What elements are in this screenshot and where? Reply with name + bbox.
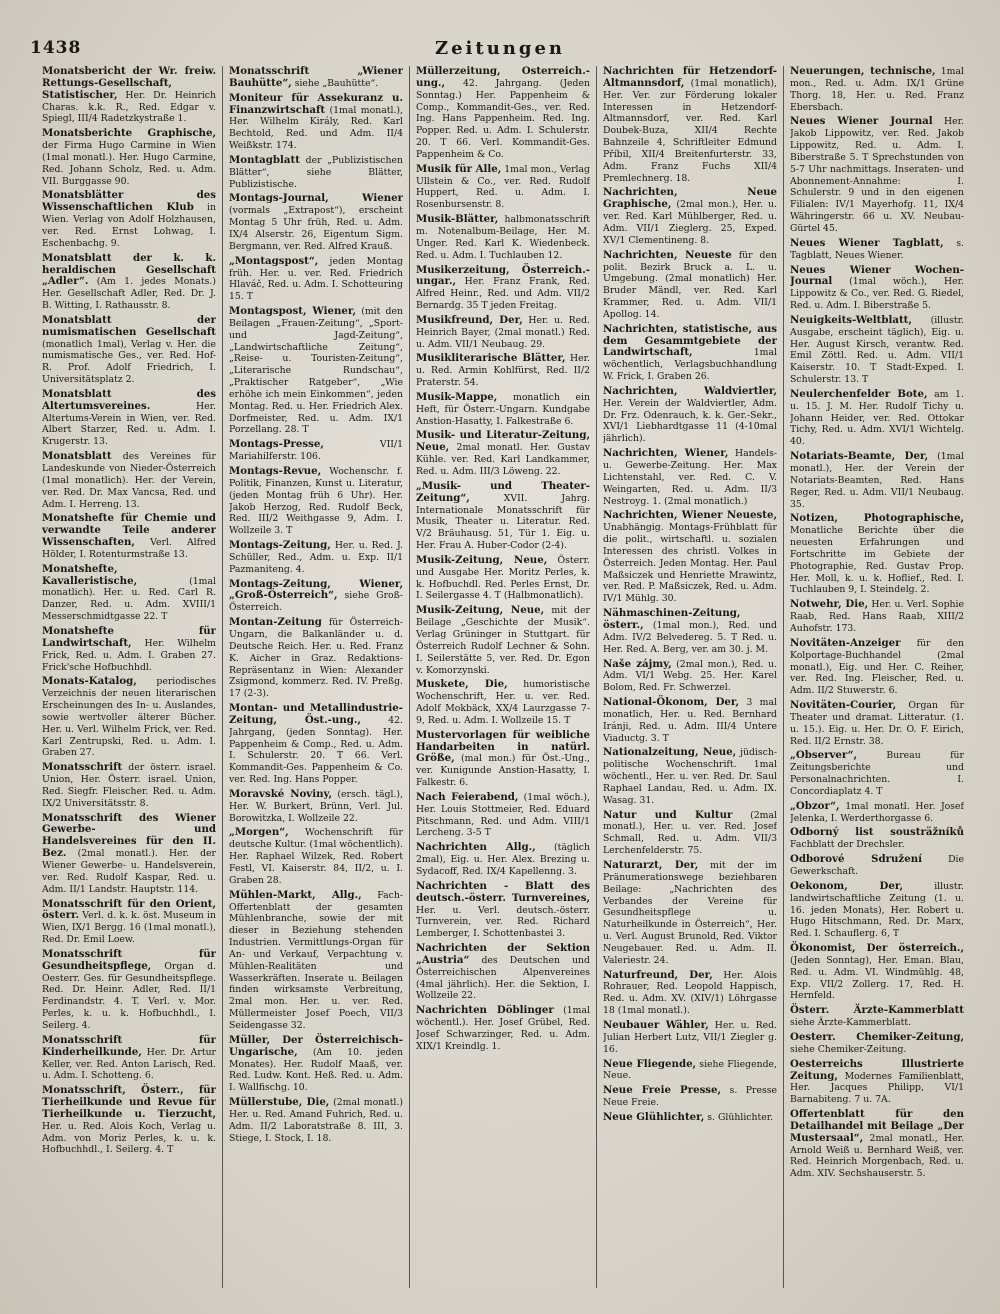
directory-entry (790, 599, 964, 635)
directory-entry (790, 1032, 964, 1056)
column-divider (596, 66, 597, 1288)
entry-title: Naturfreund, Der, (603, 968, 713, 981)
entry-title: Neubauer Wähler, (603, 1018, 709, 1031)
entry-body: (2mal monatl.), Her. u. ver. Red. Josef Schmall, Red. u. Adm. VII/3 Lerchenfelderstr. 75. (603, 809, 777, 857)
entry-title: Neulerchenfelder Bote, (790, 387, 928, 400)
directory-entry (229, 466, 403, 537)
entry-body: (2mal monatl.). Her. der Wiener Gewerbe- u. Handelsverein, ver. Red. Rudolf Kaspar, Red. u. Adm. II/1 Landstr. Hauptstr. 114. (42, 848, 216, 895)
entry-body: Her. Alois Rohrauer, Red. Leopold Happisch, Red. u. Adm. XV. (XIV/1) Löhrgasse 18 (1mal monatl.). (603, 969, 777, 1017)
entry-body: 2mal monatl., Her. Arnold Weiß u. Bernhard Weiß, ver. Red. Heinrich Morgenbach, Red. u. Adm. XIV. Sechshauserstr. 5. (790, 1132, 964, 1180)
entry-title: Oekonom, Der, (790, 879, 904, 892)
entry-body: Unabhängig. Montags-Frühblatt für die polit., wirtschaftl. u. sozialen Interessen des christl. Volkes in Österreich. Jeden Montag. Her. Paul Maßsiczek und Henriette Mrawintz, ver. Red. P. Maßsiczek, Red. u. Adm. IV/1 Mühlg. 30. (603, 522, 777, 605)
entry-body: siehe Fliegende, Neue. (603, 1058, 777, 1082)
directory-entry (603, 860, 777, 967)
entry-title: Österr. Ärzte-Kammerblatt (790, 1004, 964, 1017)
directory-entry (229, 617, 403, 700)
entry-title: National-Ökonom, Der, (603, 696, 740, 709)
entry-body: Organ d. Oesterr. Ges. für Gesundheitspflege. Red. Dr. Heinr. Adler, Red. II/1 Ferdinandstr. 4. T. Verl. v. Mor. Perles, k. u. k. Hofbuchhdl., I. Seilerg. 4. (42, 960, 216, 1031)
entry-title: Nachrichten Allg., (416, 841, 536, 854)
column-divider (409, 66, 410, 1288)
entry-body: Verl. d. k. k. öst. Museum in Wien, IX/1 Bergg. 16 (1mal monatl.), Red. Dr. Emil Loew. (42, 910, 216, 946)
entry-body: (ersch. tägl.), Her. W. Burkert, Brünn, Verl. Jul. Borowitzka, I. Wollzeile 22. (229, 788, 403, 824)
entry-title: Muskete, Die, (416, 678, 508, 691)
directory-entry (603, 747, 777, 806)
directory-entry (42, 451, 216, 510)
directory-entry (416, 353, 590, 389)
text-columns (42, 66, 964, 1288)
entry-title: Natur und Kultur (603, 808, 733, 821)
directory-entry (603, 510, 777, 605)
entry-body: (vormals „Extrapost“), erscheint Montag 5 Uhr früh, Red. u. Adm. IX/4 Alserstr. 26, Eigentum Sigm. Bergmann, ver. Red. Alfred Krauß. (229, 205, 403, 252)
entry-title: Montags-Presse, (229, 438, 324, 451)
entry-body: 3 mal monatlich, Her. u. Red. Bernhard Iránji, Red. u. Adm. III/4 Untere Viaductg. 3. T (603, 697, 777, 744)
entry-title: Monatshefte für Chemie und verwandte Teile anderer Wissenschaften, (42, 512, 216, 549)
entry-body: (1mal mon.), Red. und Adm. IV/2 Belvedereg. 5. T Red. u. Her. Red. A. Berg, ver. am 30. j. M. (603, 619, 777, 655)
directory-entry (790, 315, 964, 386)
entry-body: der österr. israel. Union, Her. Österr. israel. Union, Red. Siegfr. Fleischer. Red. u. Adm. IX/2 Universitätsstr. 8. (42, 762, 216, 809)
entry-body: (mit den Beilagen „Frauen-Zeitung“, „Sport- und Jagd-Zeitung“, „Landwirtschaftliche Zeitung“, „Reise- u. Touristen-Zeitung“, „Literarische Rundschau“, „Praktischer Ratgeber“, „Wie erhöhe ich mein Einkommen“, jeden Montag. Red. u. Her. Friedrich Alex. Dorfmeister, Red. u. Adm. IX/1 Porzellang. 28. T (229, 306, 403, 436)
directory-entry (416, 66, 590, 161)
directory-entry (603, 970, 777, 1017)
directory-entry (790, 827, 964, 851)
directory-entry (416, 214, 590, 261)
entry-body: Monatliche Berichte über die neuesten Erfahrungen und Fortschritte im Gebiete der Photographie, Red. Gustav Prop. Her. Moll, k. u. k. Hoflief., Red. I. Tuchlauben 9, I. Steindelg. 2. (790, 525, 964, 596)
entry-body: Handels- u. Gewerbe-Zeitung. Her. Max Lichtenstahl, ver. Red. C. V. Weingarten, Red. u. Adm. II/3 Nestroyg. 1. (2mal monatlich.) (603, 448, 777, 507)
directory-entry (603, 608, 777, 655)
entry-title: Musik-Zeitung, Neue, (416, 604, 545, 617)
directory-entry (229, 579, 403, 615)
directory-entry (416, 730, 590, 789)
directory-entry (790, 1059, 964, 1106)
directory-entry (790, 943, 964, 1002)
directory-entry (416, 605, 590, 676)
entry-title: Notizen, Photographische, (790, 512, 964, 525)
entry-title: Nachrichten, Neue Graphische, (603, 186, 777, 211)
directory-entry (416, 265, 590, 312)
entry-body: des Deutschen und Österreichischen Alpenvereines (4mal jährlich). Her. die Sektion, I. Wollzeile 22. (416, 954, 590, 1002)
directory-entry (790, 1005, 964, 1029)
entry-title: Ökonomist, Der österreich., (790, 942, 964, 955)
entry-body: (1mal wöch.), Her. Louis Stottmeier, Red. Eduard Pitschmann, Red. und Adm. VIII/1 Lercheng. 3-5 T (416, 791, 590, 839)
directory-entry (42, 253, 216, 312)
directory-entry (416, 164, 590, 211)
entry-body: Verl. Alfred Hölder, I. Rotenturmstraße 13. (42, 537, 216, 560)
entry-title: Monatsschrift für Gesundheitspflege, (42, 947, 216, 972)
entry-body: Bureau für Zeitungsberichte und Personalnachrichten. I. Concordiaplatz 4. T (790, 750, 964, 797)
entry-body: Fachblatt der Drechsler. (790, 839, 905, 851)
directory-entry (790, 513, 964, 596)
entry-body: (1mal monatl.), Her. der Verein der Notariats-Beamten, Red. Hans Reger, Red. u. Adm. VII/1 Neubaug. 35. (790, 451, 964, 510)
entry-body: humoristische Wochenschrift, Her. u. ver. Red. Adolf Mokbäck, XX/4 Laurzgasse 7-9, Red. u. Adm. I. Wollzeile 15. T (416, 679, 590, 726)
directory-entry (229, 439, 403, 463)
entry-title: Montagblatt (229, 153, 300, 166)
entry-body: Her. u. Verl. deutsch.-österr. Turnverein, ver. Red. Richard Lemberger, I. Schottenbastei 3. (416, 904, 590, 940)
entry-body: siehe Chemiker-Zeitung. (790, 1043, 907, 1055)
directory-entry (42, 626, 216, 673)
entry-title: Offertenblatt für den Detailhandel mit Beilage „Der Mustersaal“, (790, 1108, 964, 1144)
entry-title: Monatsblatt der k. k. heraldischen Gesellschaft „Adler“. (42, 251, 216, 288)
directory-entry (229, 890, 403, 1032)
directory-entry (229, 155, 403, 191)
directory-entry (603, 1059, 777, 1083)
entry-body: der „Publizistischen Blätter“, siehe Blätter, Publizistische. (229, 154, 403, 190)
directory-entry (790, 389, 964, 448)
entry-body: 42. Jahrgang. (Jeden Sonntag.) Her. Pappenheim & Comp., Kommandit-Ges., ver. Red. Ing. Hans Pappenheim. Red. Ing. Popper. Red. u. Adm. I. Schulerstr. 20. T 66. Verl. Kommandit-Ges. Pappenheim & Co. (416, 77, 590, 160)
entry-title: Nachrichten Döblinger (416, 1004, 554, 1017)
directory-entry (603, 697, 777, 744)
entry-title: Müllerzeitung, Österreich.-ung., (416, 66, 590, 89)
directory-entry (603, 1085, 777, 1109)
entry-title: Oesterr. Chemiker-Zeitung, (790, 1030, 964, 1043)
entry-body: siehe „Bauhütte“. (291, 77, 379, 89)
entry-title: Musikerzeitung, Österreich.-ungar., (416, 263, 590, 288)
directory-entry (416, 679, 590, 726)
entry-title: Neuigkeits-Weltblatt, (790, 313, 912, 326)
entry-title: Müllerstube, Die, (229, 1096, 330, 1109)
entry-title: Neue Fliegende, (603, 1057, 697, 1070)
entry-body: (monatlich 1mal), Verlag v. Her. die numismatische Ges., ver. Red. Hof-R. Prof. Adolf Friedrich, I. Universitätsplatz 2. (42, 338, 216, 386)
entry-title: Nachrichten, Waldviertler, (603, 384, 777, 397)
entry-body: s. Presse Neue Freie. (603, 1085, 777, 1109)
directory-entry (790, 238, 964, 262)
entry-title: Müller, Der Österreichisch-Ungarische, (229, 1033, 403, 1058)
directory-entry (603, 250, 777, 321)
entry-body: für den Kolportage-Buchhandel (2mal monatl.), Eig. und Her. C. Reiher, ver. Red. Ing. Fleischer, Red. u. Adm. II/2 Stuwerstr. 6. (790, 637, 964, 697)
entry-body: Wochenschrift für deutsche Kultur. (1mal wöchentlich). Her. Raphael Wilzek, Red. Robert Festl, VI. Kaiserstr. 84, II/2, u. I. Graben 28. (229, 827, 403, 886)
directory-entry (229, 306, 403, 436)
directory-entry (416, 792, 590, 839)
directory-entry (790, 1109, 964, 1180)
entry-title: Montags-Revue, (229, 465, 322, 477)
directory-entry (42, 949, 216, 1032)
entry-body: halbmonatsschrift m. Notenalbum-Beilage, Her. M. Unger. Red. Karl K. Wiedenbeck. Red. u. Adm. I. Tuchlauben 12. (416, 214, 590, 261)
entry-body: Her. u. Red. J. Schüller, Red., Adm. u. Exp. II/1 Pazmaniteng. 4. (229, 540, 403, 575)
directory-entry (603, 810, 777, 857)
directory-entry (416, 392, 590, 428)
directory-entry (229, 703, 403, 786)
entry-title: Neue Glühlichter, (603, 1110, 705, 1123)
entry-title: Monatsberichte Graphische, (42, 127, 216, 140)
entry-body: (Am 10. jeden Monates). Her. Rudolf Maaß, ver. Red. Ludw. Kont. Heß. Red. u. Adm. I. Wallfischg. 10. (229, 1046, 403, 1094)
column-4 (603, 66, 777, 1288)
entry-body: Her. u. Red. Julian Herbert Lutz, VII/1 Ziegler g. 16. (603, 1019, 777, 1055)
directory-entry (42, 1085, 216, 1156)
directory-entry (603, 66, 777, 184)
directory-entry (42, 762, 216, 809)
directory-entry (229, 66, 403, 90)
entry-body: siehe Groß-Österreich. (229, 590, 403, 614)
entry-body: periodisches Verzeichnis der neuen literarischen Erscheinungen des In- u. Auslandes, sowie wertvoller älterer Bücher. Her. u. Verl. Wilhelm Frick, ver. Red. Karl Zentrupski, Red. u. Adm. I. Graben 27. (42, 676, 216, 759)
entry-title: Montan- und Metallindustrie-Zeitung, Öst.-ung., (229, 702, 403, 726)
entry-title: „Musik- und Theater-Zeitung“, (416, 479, 590, 504)
entry-body: (mal mon.) für Öst.-Ung., ver. Kunigunde Anstion-Hasatty, I. Falkestr. 6. (416, 753, 590, 789)
entry-body: s. Tagblatt, Neues Wiener. (790, 237, 964, 261)
entry-body: Fach-Offertenblatt der gesamten Mühlenbranche, sowie der mit dieser in Beziehung stehenden Industrien. Vermittlungs-Organ für An- und Verkauf, Verpachtung v. Mühlen-Realitäten und Wasserkräften. Inserate u. Beilagen finden wirksamste Verbreitung, 2mal mon. Her. u. ver. Red. Müllermeister Josef Poech, VII/3 Seidengasse 32. (229, 889, 403, 1031)
entry-body: s. Glühlichter. (704, 1111, 774, 1123)
column-1 (42, 66, 216, 1288)
entry-title: Musikliterarische Blätter, (416, 352, 566, 365)
entry-title: Monatsblatt (42, 450, 112, 463)
directory-entry (603, 448, 777, 507)
entry-body: der Firma Hugo Carmine in Wien (1mal monatl.). Her. Hugo Carmine, Red. Johann Scholz, Red. u. Adm. VII. Burggasse 90. (42, 140, 216, 187)
entry-title: „Obzor“, (790, 799, 840, 812)
entry-title: Notwehr, Die, (790, 598, 869, 611)
entry-title: Monatshefte, Kavalleristische, (42, 562, 138, 587)
entry-title: Odborný list sousträžníků (790, 826, 964, 839)
entry-body: (Am 1. jedes Monats.) Her. Gesellschaft Adler, Red. Dr. J. B. Witting, I. Rathausstr. 8. (42, 276, 216, 312)
entry-title: Naturarzt, Der, (603, 859, 699, 871)
entry-body: VII/1 Mariahilferstr. 106. (229, 439, 403, 463)
directory-entry (42, 513, 216, 560)
directory-entry (603, 386, 777, 445)
directory-entry (790, 801, 964, 825)
entry-title: Nachrichten, Neueste (603, 248, 732, 261)
entry-body: (2mal mon.), Red. u. Adm. VI/1 Webg. 25. Her. Karel Bolom, Red. Fr. Schwerzel. (603, 658, 777, 694)
entry-title: Musik-Zeitung, Neue, (416, 553, 548, 566)
directory-entry (42, 899, 216, 946)
entry-title: Monatsbericht der Wr. freiw. Rettungs-Gesellschaft, Statistischer, (42, 66, 216, 101)
directory-entry (790, 854, 964, 878)
entry-body: Her. u. Red. Alois Koch, Verlag u. Adm. von Moriz Perles, k. u. k. Hofbuchhdl., I. Seilerg. 4. T (42, 1120, 216, 1156)
entry-title: Monatsschrift, Österr., für Tierheilkunde und Revue für Tierheilkunde u. Tierzucht, (42, 1084, 216, 1120)
entry-title: Notariats-Beamte, Der, (790, 450, 929, 463)
entry-title: Moravské Noviny, (229, 787, 332, 800)
directory-entry (416, 481, 590, 552)
column-divider (222, 66, 223, 1288)
column-2 (229, 66, 403, 1288)
entry-body: des Vereines für Landeskunde von Nieder-Österreich (1mal monatlich). Her. der Verein, ver. Red. Dr. Max Vancsa, Red. und Adm. I. Herreng. 13. (42, 451, 216, 510)
entry-body: Her. u. Red. Armin Kohlfürst, Red. II/2 Praterstr. 54. (416, 353, 590, 389)
directory-entry (229, 540, 403, 576)
directory-entry (416, 943, 590, 1002)
entry-title: Musik- und Literatur-Zeitung, Neue, (416, 429, 590, 454)
entry-body: Her. Dr. Artur Keller, ver. Red. Anton Larisch, Red. u. Adm. I. Schotteng. 6. (42, 1046, 216, 1082)
directory-entry (790, 66, 964, 113)
entry-title: Monatsblatt der numismatischen Gesellschaft (42, 313, 216, 338)
directory-entry (790, 451, 964, 510)
entry-body: Her. Wilhelm Frick, Red. u. Adm. I. Graben 27. Frick'sche Hofbuchhdl. (42, 637, 216, 673)
entry-title: Monatsblätter des Wissenschaftlichen Klub (42, 189, 216, 214)
directory-entry (229, 1097, 403, 1144)
entry-title: Monatsschrift des Wiener Gewerbe- und Handelsvereines für den II. Bez. (42, 811, 216, 860)
page-number: 1438 (30, 38, 82, 58)
entry-title: Monatshefte für Landwirtschaft, (42, 624, 216, 649)
entry-body: Österr. und Ausgabe Her. Moritz Perles, k. k. Hofbuchdl. Red. Perles Ernst, Dr. I. Seilergasse 4. T (Halbmonatlich). (416, 554, 590, 602)
entry-title: Odborové Sdružení (790, 853, 922, 866)
entry-body: Her. u. Verl. Sophie Raab, Red. Hans Raab, XIII/2 Auhofstr. 173. (790, 599, 964, 634)
entry-title: „Montagspost“, (229, 254, 319, 267)
entry-body: 2mal monatl. Her. Gustav Kühle. ver. Red. Karl Landkammer, Red. u. Adm. III/3 Löweng. 22. (416, 442, 590, 477)
entry-title: Monatsschrift (42, 761, 123, 774)
entry-title: Montags-Zeitung, (229, 539, 331, 552)
entry-title: Neuerungen, technische, (790, 66, 936, 77)
directory-entry (603, 1112, 777, 1124)
column-divider (783, 66, 784, 1288)
entry-title: Novitäten-Courier, (790, 699, 897, 712)
entry-body: Her. Altertums-Verein in Wien, ver. Red. Albert Starzer, Red. u. Adm. I. Krugerstr. 13. (42, 400, 216, 448)
directory-entry (42, 190, 216, 249)
entry-title: Nähmaschinen-Zeitung, österr., (603, 607, 741, 631)
entry-body: XVII. Jahrg. Internationale Monatsschrift für Musik, Theater u. Literatur. Red. V/2 Bräuhausg. 51, Tür 1. Eig. u. Her. Frau A. Huber-Codor (2-4). (416, 492, 590, 552)
entry-title: Novitäten-Anzeiger (790, 636, 901, 649)
entry-body: Her. Dr. Heinrich Charas. k.k. R., Red. Edgar v. Spiegl, III/4 Radetzkystraße 1. (42, 89, 216, 125)
page-title: Zeitungen (434, 38, 566, 59)
directory-entry (790, 265, 964, 312)
entry-title: Neues Wiener Wochen-Journal (790, 263, 964, 288)
entry-body: (2mal mon.), Her. u. ver. Red. Karl Mühlberger, Red. u. Adm. VII/1 Zieglerg. 25, Exped. XV/1 Clementineng. 8. (603, 199, 777, 246)
entry-body: Her. Verein der Waldviertler, Adm. Dr. Frz. Odenrauch, k. k. Ger.-Sekr., XVI/1 Liebhardtgasse 11 (4-10mal jährlich). (603, 397, 777, 445)
entry-title: „Morgen“, (229, 826, 289, 839)
entry-title: Nachrichten - Blatt des deutsch.-österr. Turnvereines, (416, 879, 590, 904)
directory-entry (42, 564, 216, 623)
entry-body: 42. Jahrgang, (jeden Sonntag). Her. Pappenheim & Comp., Red. u. Adm. I. Schulerstr. 20. T 66. Verl. Kommandit-Ges. Pappenheim & Co. ver. Red. Ing. Hans Popper. (229, 714, 403, 786)
entry-title: Nationalzeitung, Neue, (603, 746, 737, 759)
entry-body: Her. Jakob Lippowitz, ver. Red. Jakob Lippowitz, Red. u. Adm. I. Biberstraße 5. T Sprechstunden von 5-7 Uhr nachmittags. Inseraten- und Abonnement-Annahme: I. Schulerstr. 9 und in den eigenen Filialen: IV/1 Mayerhofg. 11, IX/4 Währingerstr. 66 u. XV. Neubau-Gürtel 45. (790, 116, 964, 234)
directory-entry (416, 842, 590, 878)
directory-entry (42, 66, 216, 125)
entry-body: jeden Montag früh. Her. u. ver. Red. Friedrich Hlaváč, Red. u. Adm. I. Schotteuring 15. T (229, 255, 403, 303)
directory-entry (790, 116, 964, 234)
entry-body: in Wien. Verlag von Adolf Holzhausen, ver. Red. Ernst Lohwag, I. Eschenbachg. 9. (42, 202, 216, 249)
entry-title: Neues Wiener Journal (790, 115, 933, 128)
entry-title: Mühlen-Markt, Allg., (229, 888, 362, 901)
directory-entry (790, 881, 964, 940)
entry-body: Organ für Theater und dramat. Litteratur. (1. u. 15.). Eig. u. Her. Dr. O. F. Eirich, Red. II/2 Ernstr. 38. (790, 700, 964, 747)
directory-entry (42, 315, 216, 386)
directory-entry (42, 813, 216, 896)
directory-entry (42, 1035, 216, 1082)
entry-body: (illustr. Ausgabe, erscheint täglich), Eig. u. Her. August Kirsch, verantw. Red. Emil Zöttl. Red. u. Adm. VII/1 Kaiserstr. 10. T Stadt-Exped. I. Schulerstr. 13. T (790, 314, 964, 386)
directory-entry (229, 789, 403, 825)
entry-title: Nachrichten der Sektion „Austria“ (416, 942, 590, 966)
entry-body: am 1. u. 15. J. M. Her. Rudolf Tichy u. Johann Heider, ver. Red. Ottokar Tichy, Red. u. Adm. XVI/1 Wichtelg. 40. (790, 388, 964, 448)
entry-title: Moniteur für Assekuranz u. Finanzwirtschaft (229, 91, 403, 116)
directory-entry (416, 430, 590, 477)
entry-title: Montags-Zeitung, Wiener, „Groß-Österreich“, (229, 577, 403, 602)
directory-entry (42, 676, 216, 759)
directory-entry (42, 128, 216, 187)
entry-body: Her. Franz Frank, Red. Alfred Heinr., Red. und Adm. VII/2 Bernardg. 35 T jeden Freitag. (416, 276, 590, 312)
entry-body: (2mal monatl.) Her. u. Red. Amand Fuhrich, Red. u. Adm. II/2 Laboratstraße 8. III, 3. Stiege, I. Stock, I. 18. (229, 1097, 403, 1144)
entry-body: siehe Ärzte-Kammerblatt. (790, 1017, 912, 1029)
directory-entry (416, 315, 590, 351)
entry-title: Mustervorlagen für weibliche Handarbeiten in natürl. Größe, (416, 728, 590, 765)
entry-title: Oesterreichs Illustrierte Zeitung, (790, 1057, 964, 1082)
entry-title: Monatsschrift „Wiener Bauhütte“, (229, 66, 403, 89)
entry-title: „Observer“, (790, 749, 857, 762)
entry-body: (1mal wöch.), Her. Lippowitz & Co., ver. Red. G. Riedel, Red. u. Adm. I. Biberstraße 5. (790, 276, 964, 312)
entry-body: illustr. landwirtschaftliche Zeitung (1. u. 16. jeden Monats), Her. Robert u. Hugo Hitschmann, Red. Dr. Marx, Red. I. Schauflerg. 6, T (790, 880, 964, 940)
directory-entry (603, 1020, 777, 1056)
entry-title: Montagspost, Wiener, (229, 305, 357, 318)
directory-entry (790, 700, 964, 747)
entry-title: Musik-Blätter, (416, 213, 499, 226)
entry-body: 1mal wöchentlich, Verlagsbuchhandlung W. Frick, I. Graben 26. (603, 347, 777, 383)
entry-title: Montags-Journal, Wiener (229, 192, 403, 205)
entry-body: (1mal wöchentl.). Her. Josef Grübel, Red. Josef Schwarzinger, Red. u. Adm. XIX/1 Kreindlg. 1. (416, 1005, 590, 1052)
directory-entry (42, 389, 216, 448)
column-3 (416, 66, 590, 1288)
entry-body: jüdisch-politische Wochenschrift. 1mal wöchentl., Her. u. ver. Red. Dr. Saul Raphael Landau, Red. u. Adm. IX. Wasag. 31. (603, 747, 777, 806)
entry-title: Musikfreund, Der, (416, 313, 523, 326)
entry-body: für Österreich-Ungarn, die Balkanländer u. d. Deutsche Reich. Her. u. Red. Franz K. Aicher in Graz. Redaktions-Repräsentanz in Wien: Alexander Zsigmond, kommerz. Red. IV. Preßg. 17 (2-3). (229, 617, 403, 700)
entry-title: Monatsschrift für den Orient, österr. (42, 897, 216, 922)
entry-body: 1mal mon., Red. u. Adm. IX/1 Grüne Thorg. 18, Her. u. Red. Franz Ebersbach. (790, 66, 964, 113)
entry-body: (täglich 2mal), Eig. u. Her. Alex. Brezing u. Sydacoff, Red. IX/4 Kapellenng. 3. (416, 842, 590, 877)
directory-entry (416, 1005, 590, 1052)
directory-entry (229, 256, 403, 303)
entry-title: Nach Feierabend, (416, 790, 519, 803)
entry-body: Die Gewerkschaft. (790, 854, 964, 877)
entry-body: (1mal monatl.), Her. Wilhelm Király, Red. Karl Bechtold, Red. und Adm. II/4 Weißkstr. 174. (229, 104, 403, 152)
directory-entry (416, 881, 590, 940)
entry-title: Neues Wiener Tagblatt, (790, 236, 944, 249)
entry-title: Monatsblatt des Altertumsvereines. (42, 387, 216, 412)
directory-entry (229, 93, 403, 152)
entry-title: Nachrichten, Wiener Neueste, (603, 509, 777, 522)
entry-title: Monats-Katalog, (42, 675, 137, 688)
entry-title: Nachrichten, statistische, aus dem Gesammtgebiete der Landwirtschaft, (603, 322, 777, 359)
entry-title: Musik für Alle, (416, 162, 502, 175)
column-5 (790, 66, 964, 1288)
entry-body: 1mal mon., Verlag Ullstein & Co., ver. Red. Rudolf Huppert, Red. u. Adm. I. Rosenbursenstr. 8. (416, 163, 590, 211)
entry-body: Her. u. Red. Heinrich Bayer, (2mal monatl.) Red. u. Adm. VII/1 Neubaug. 29. (416, 314, 590, 350)
entry-title: Musik-Mappe, (416, 390, 498, 403)
entry-body: für den polit. Bezirk Bruck a. L. u. Umgebung. (2mal monatlich) Her. Bruder Mändl, ver. Red. Karl Krammer, Red. u. Adm. VII/1 Apollog. 14. (603, 249, 777, 320)
directory-entry (790, 750, 964, 797)
entry-title: Neue Freie Presse, (603, 1084, 722, 1097)
entry-body: monatlich ein Heft, für Österr.-Ungarn. Kundgabe Anstion-Hasatty, I. Falkestraße 6. (416, 391, 590, 427)
directory-entry (603, 659, 777, 695)
directory-entry (229, 827, 403, 886)
entry-title: Monatsschrift für Kinderheilkunde, (42, 1033, 216, 1058)
entry-body: (1mal monatlich). Her. u. Red. Carl R. Danzer, Red. u. Adm. XVIII/1 Messerschmidtgasse 22. T (42, 575, 216, 623)
directory-entry (416, 555, 590, 602)
directory-entry (229, 1035, 403, 1094)
entry-body: (1mal monatlich), Her. Ver. zur Förderung lokaler Interessen in Hetzendorf-Altmannsdorf, ver. Red. Karl Doubek-Buza, XII/4 Rechte Bahnzeile 4, Schriftleiter Edmund Příbil, XII/4 Breitenfurterstr. 33, Adm. Franz Fuchs XII/4 Premlechnerg. 18. (603, 77, 777, 184)
entry-body: Wochenschr. f. Politik, Finanzen, Kunst u. Literatur, (jeden Montag früh 6 Uhr). Her. Jakob Herzog, Red. Rudolf Beck, Red. III/2 Weithgasse 9, Adm. I. Wollzeile 3. T (229, 466, 403, 537)
entry-title: Naše zájmy, (603, 657, 672, 670)
entry-title: Nachrichten für Hetzendorf-Altmannsdorf, (603, 66, 777, 89)
entry-body: mit der im Pränumerationswege beziehbaren Beilage: „Nachrichten des Verbandes der Vereine für Gesundheitspflege u. Naturheilkunde in Österreich“, Her. u. Verl. August Brunold, Red. Viktor Neugebauer. Red. u. Adm. II. Valeriestr. 24. (603, 860, 777, 966)
entry-body: Modernes Familienblatt, Her. Jacques Philipp, VI/1 Barnabiteng. 7 u. 7A. (790, 1070, 964, 1106)
entry-title: Montan-Zeitung (229, 616, 322, 629)
directory-entry (603, 187, 777, 246)
entry-body: mit der Beilage „Geschichte der Musik“. Verlag Grüninger in Stuttgart. für Österreich Rudolf Lechner & Sohn. I. Seilerstätte 5, ver. Red. Dr. Egon v. Komorzynski. (416, 605, 590, 676)
entry-title: Nachrichten, Wiener, (603, 447, 729, 460)
directory-entry (603, 324, 777, 383)
entry-body: 1mal monatl. Her. Josef Jelenka, I. Werderthorgasse 6. (790, 800, 964, 824)
directory-entry (229, 193, 403, 252)
directory-entry (790, 638, 964, 697)
entry-body: (Jeden Sonntag), Her. Eman. Blau, Red. u. Adm. VI. Windmühlg. 48, Exp. VII/2 Zollerg. 17, Red. H. Hernfeld. (790, 954, 964, 1002)
